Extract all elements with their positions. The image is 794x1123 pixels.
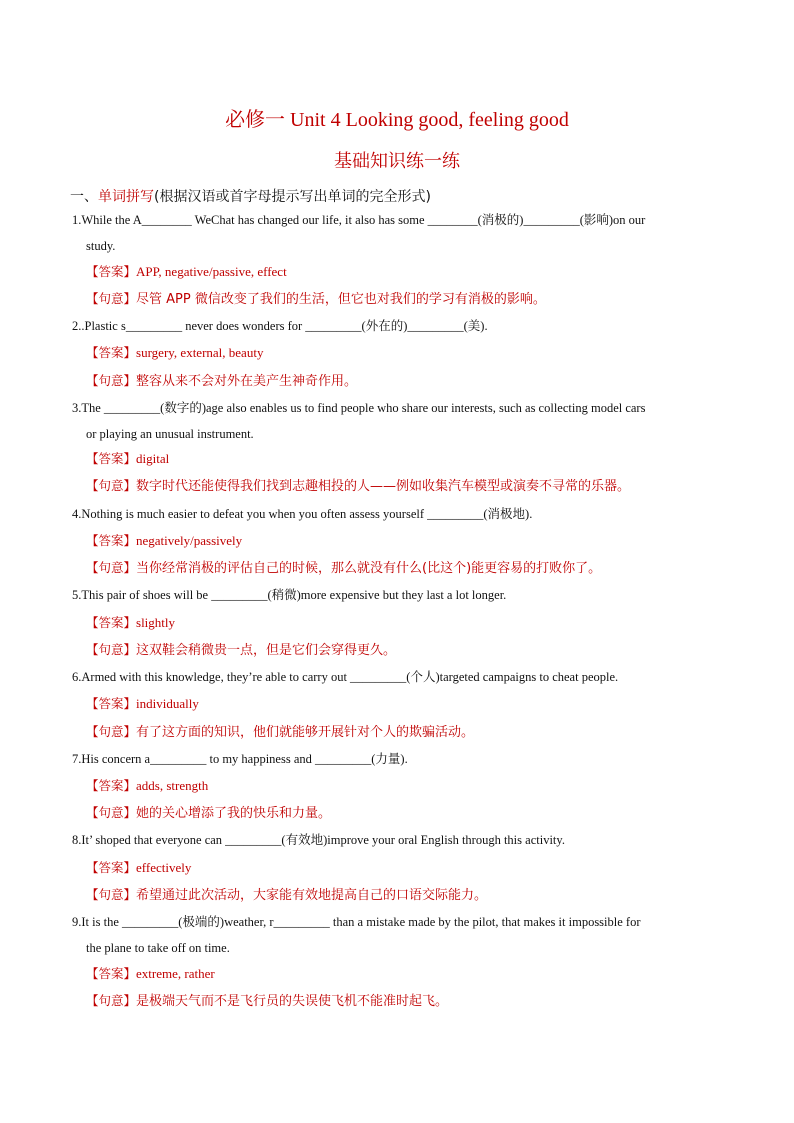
question-9 [72,909,724,961]
answer-row-4 [86,531,242,551]
question-text: 2..Plastic s_________ never does wonders for _________(外在的)_________(美). [72,319,488,333]
answer-tag: 【答案】 [86,966,137,981]
meaning-text: 数字时代还能使得我们找到志趣相投的人——例如收集汽车模型或演奏不寻常的乐器。 [136,479,631,494]
answer-row-7 [86,776,208,796]
question-text: 8.It’ shoped that everyone can _________(有效地)improve your oral English through this activity. [72,833,565,847]
meaning-text: 当你经常消极的评估自己的时候，那么就没有什么(比这个)能更容易的打败你了。 [136,561,602,576]
answer-text: adds, strength [136,778,209,793]
meaning-row-1 [86,289,546,310]
answer-text: digital [136,451,170,466]
answer-tag: 【答案】 [86,533,137,548]
question-text: 6.Armed with this knowledge, they’re able to carry out _________(个人)targeted campaigns to cheat people. [72,670,619,684]
answer-text: surgery, external, beauty [136,345,264,360]
question-text: 4.Nothing is much easier to defeat you when you often assess yourself _________(消极地). [72,507,533,521]
page-subtitle: 基础知识练一练 [334,151,460,172]
answer-text: APP, negative/passive, effect [136,264,287,279]
meaning-tag: 【句意】 [86,373,137,388]
answer-text: extreme, rather [136,966,215,981]
meaning-tag: 【句意】 [86,642,137,657]
section-label: 单词拼写 [98,189,154,205]
section-hint: (根据汉语或首字母提示写出单词的完全形式) [154,189,431,205]
answer-tag: 【答案】 [86,778,137,793]
question-6 [72,664,724,690]
meaning-tag: 【句意】 [86,291,137,306]
answer-text: effectively [136,860,192,875]
meaning-row-6 [86,722,474,743]
question-4 [72,501,724,527]
question-text-continued: or playing an unusual instrument. [86,427,254,441]
meaning-tag: 【句意】 [86,993,137,1008]
question-5 [72,582,724,608]
meaning-row-4 [86,558,601,579]
answer-text: negatively/passively [136,533,243,548]
answer-row-6 [86,694,199,714]
meaning-tag: 【句意】 [86,887,137,902]
answer-text: individually [136,696,199,711]
meaning-text: 尽管 APP 微信改变了我们的生活，但它也对我们的学习有消极的影响。 [136,292,546,307]
question-text-continued: the plane to take off on time. [86,941,230,955]
meaning-row-8 [86,885,487,906]
question-1 [72,207,724,259]
answer-tag: 【答案】 [86,451,137,466]
answer-tag: 【答案】 [86,860,137,875]
meaning-tag: 【句意】 [86,724,137,739]
answer-row-3 [86,449,169,469]
answer-tag: 【答案】 [86,696,137,711]
question-3 [72,395,724,447]
meaning-tag: 【句意】 [86,805,137,820]
answer-row-9 [86,964,215,984]
answer-row-5 [86,613,175,633]
page-title: 必修一 Unit 4 Looking good, feeling good [225,109,569,131]
answer-text: slightly [136,615,176,630]
question-text: 3.The _________(数字的)age also enables us to find people who share our interests, such as collecting model cars [72,401,646,415]
question-text: 9.It is the _________(极端的)weather, r_________ than a mistake made by the pilot, that makes it impossible for [72,915,641,929]
answer-tag: 【答案】 [86,264,137,279]
meaning-tag: 【句意】 [86,560,137,575]
meaning-row-5 [86,640,396,661]
meaning-text: 有了这方面的知识，他们就能够开展针对个人的欺骗活动。 [136,725,475,740]
meaning-row-7 [86,803,331,824]
question-text: 7.His concern a_________ to my happiness and _________(力量). [72,752,408,766]
meaning-text: 是极端天气而不是飞行员的失误使飞机不能准时起飞。 [136,994,449,1009]
meaning-text: 希望通过此次活动，大家能有效地提高自己的口语交际能力。 [136,888,488,903]
question-text: 5.This pair of shoes will be _________(稍微)more expensive but they last a lot longer. [72,588,507,602]
meaning-text: 这双鞋会稍微贵一点，但是它们会穿得更久。 [136,643,397,658]
meaning-text: 她的关心增添了我的快乐和力量。 [136,806,332,821]
answer-tag: 【答案】 [86,345,137,360]
question-2 [72,313,724,339]
section-number: 一、 [70,189,98,205]
meaning-row-9 [86,991,448,1012]
meaning-row-3 [86,476,630,497]
meaning-tag: 【句意】 [86,478,137,493]
meaning-row-2 [86,371,357,392]
answer-row-2 [86,343,263,363]
question-text: 1.While the A________ WeChat has changed our life, it also has some ________(消极的)_________(影响)on our [72,213,646,227]
answer-row-1 [86,262,287,282]
section-heading [70,186,431,206]
answer-row-8 [86,858,191,878]
answer-tag: 【答案】 [86,615,137,630]
meaning-text: 整容从来不会对外在美产生神奇作用。 [136,374,358,389]
question-text-continued: study. [86,239,116,253]
question-8 [72,827,724,853]
question-7 [72,746,724,772]
